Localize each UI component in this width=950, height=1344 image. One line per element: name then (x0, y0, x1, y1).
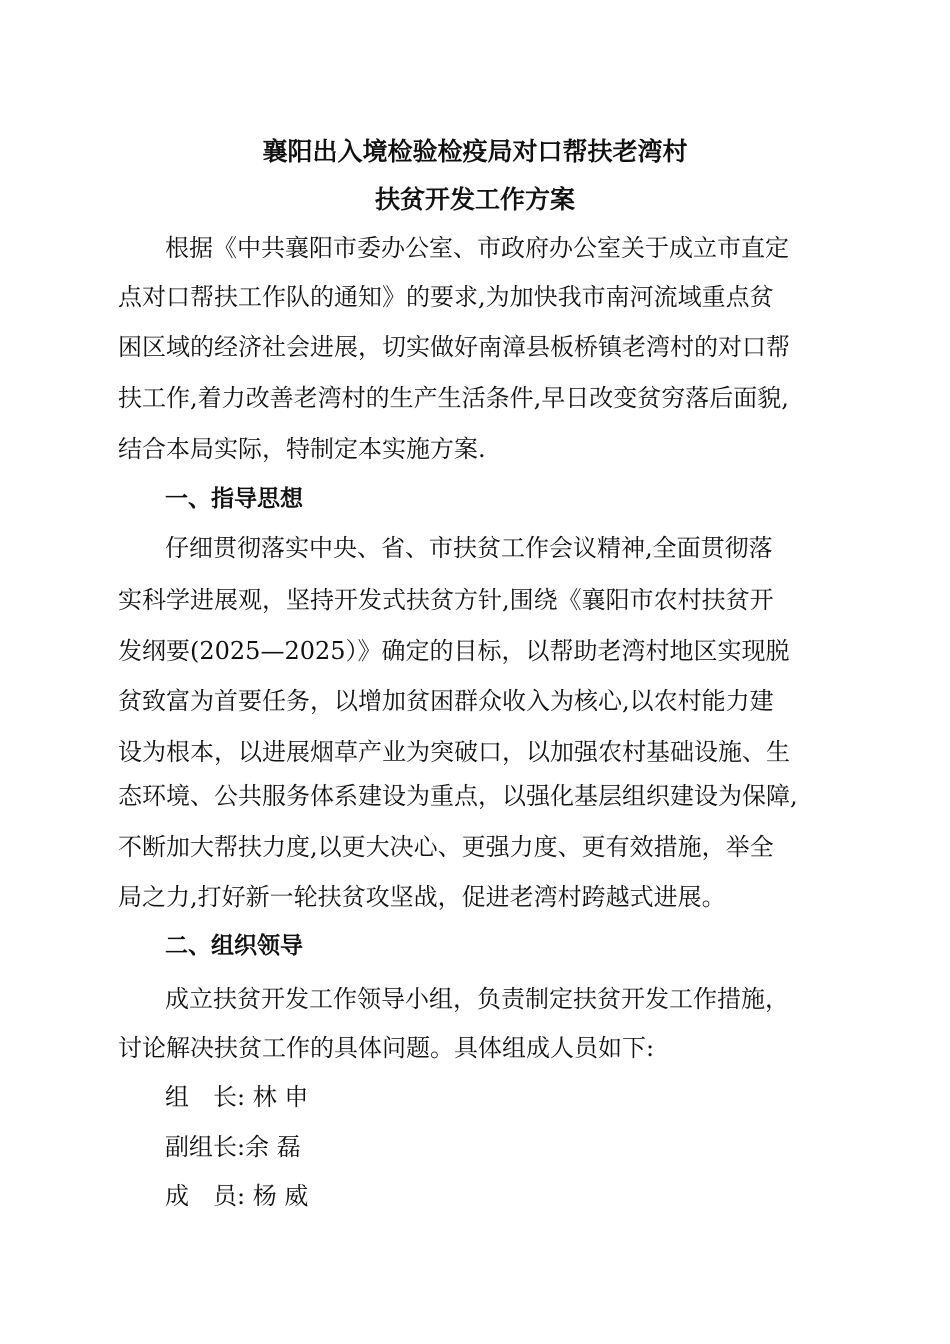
section1-line: 不断加大帮扶力度,以更大决心、更强力度、更有效措施，举全 (118, 833, 774, 861)
member-leader: 组 长: 林 申 (165, 1083, 309, 1111)
document-title-line2: 扶贫开发工作方案 (374, 185, 575, 214)
intro-line: 根据《中共襄阳市委办公室、市政府办公室关于成立市直定 (165, 234, 789, 262)
section1-line: 设为根本，以进展烟草产业为突破口，以加强农村基础设施、生 (118, 738, 790, 766)
document-title-line1: 襄阳出入境检验检疫局对口帮扶老湾村 (262, 137, 688, 166)
section1-line: 实科学进展观，坚持开发式扶贫方针,围绕《襄阳市农村扶贫开 (118, 586, 774, 614)
member-member: 成 员: 杨 威 (165, 1182, 309, 1210)
intro-line: 扶工作,着力改善老湾村的生产生活条件,早日改变贫穷落后面貌, (118, 384, 789, 412)
section2-line: 讨论解决扶贫工作的具体问题。具体组成人员如下: (118, 1034, 655, 1062)
intro-line: 困区域的经济社会进展，切实做好南漳县板桥镇老湾村的对口帮 (118, 333, 790, 361)
section1-line: 仔细贯彻落实中央、省、市扶贫工作会议精神,全面贯彻落 (165, 534, 773, 562)
section2-line: 成立扶贫开发工作领导小组，负责制定扶贫开发工作措施， (165, 985, 789, 1013)
section1-line: 贫致富为首要任务，以增加贫困群众收入为核心,以农村能力建 (118, 687, 774, 715)
intro-line: 结合本局实际，特制定本实施方案. (118, 435, 486, 463)
member-deputy-leader: 副组长:余 磊 (165, 1133, 301, 1161)
intro-line: 点对口帮扶工作队的通知》的要求,为加快我市南河流域重点贫 (118, 283, 774, 311)
section1-line: 发纲要(2025—2025）》确定的目标，以帮助老湾村地区实现脱 (118, 637, 790, 665)
section1-line: 局之力,打好新一轮扶贫攻坚战，促进老湾村跨越式进展。 (118, 883, 726, 911)
section2-heading: 二、组织领导 (165, 933, 303, 959)
section1-heading: 一、指导思想 (165, 486, 303, 512)
section1-line: 态环境、公共服务体系建设为重点，以强化基层组织建设为保障, (118, 782, 798, 810)
